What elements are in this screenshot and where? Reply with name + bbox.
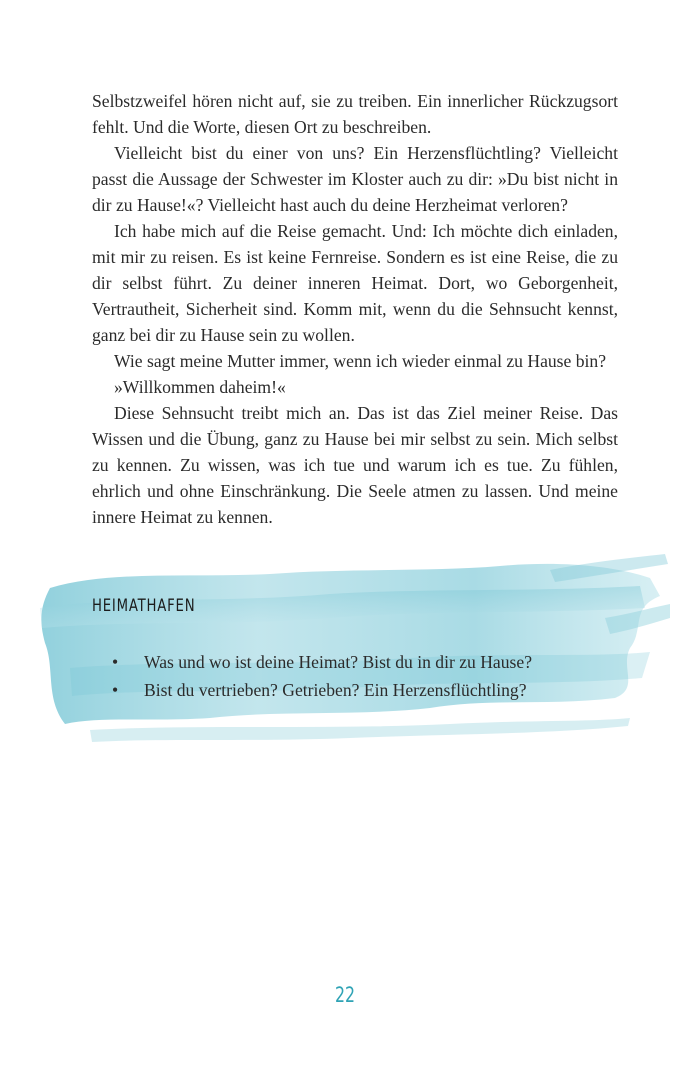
paragraph-5-quote: »Willkommen daheim!«: [114, 377, 286, 397]
paragraph-3: Ich habe mich auf die Reise gemacht. Und: Ich möchte dich einladen, mit mir zu reisen. Es ist keine Fernreise. Sondern es ist eine Reise, die zu dir selbst führt. Zu deiner inneren Heimat. Dort, wo Geborgenheit, Vertrautheit, Sicherheit sind. Komm mit, wenn du die Sehnsucht kennst, ganz bei dir zu Hause sein zu wollen.: [92, 221, 618, 345]
paragraph-6: Diese Sehnsucht treibt mich an. Das ist das Ziel meiner Reise. Das Wissen und die Übung, ganz zu Hause bei mir selbst zu sein. Mich selbst zu kennen. Zu wissen, was ich tue und warum ich es tue. Zu fühlen, ehrlich und ohne Einschränkung. Die Seele atmen zu lassen. Und meine innere Heimat zu kennen.: [92, 403, 618, 527]
bullet-icon: •: [112, 652, 119, 672]
list-item: [112, 676, 532, 704]
bullet-icon: •: [112, 680, 119, 700]
list-item-text: Bist du vertrieben? Getrieben? Ein Herzensflüchtling?: [144, 680, 527, 700]
paragraph-2: Vielleicht bist du einer von uns? Ein Herzensflüchtling? Vielleicht passt die Aussage der Schwester im Kloster auch zu dir: »Du bist nicht in dir zu Hause!«? Vielleicht hast auch du deine Herzheimat verloren?: [92, 143, 618, 215]
list-item-text: Was und wo ist deine Heimat? Bist du in dir zu Hause?: [144, 652, 533, 672]
body-text: [92, 88, 618, 530]
page-number: 22: [334, 983, 356, 1007]
paragraph-1: Selbstzweifel hören nicht auf, sie zu treiben. Ein innerlicher Rückzugsort fehlt. Und die Worte, diesen Ort zu beschreiben.: [92, 91, 618, 137]
list-item: [112, 648, 532, 676]
box-title: HEIMATHAFEN: [92, 596, 196, 616]
paragraph-4: Wie sagt meine Mutter immer, wenn ich wieder einmal zu Hause bin?: [114, 351, 607, 371]
reflection-question-list: [112, 648, 532, 704]
